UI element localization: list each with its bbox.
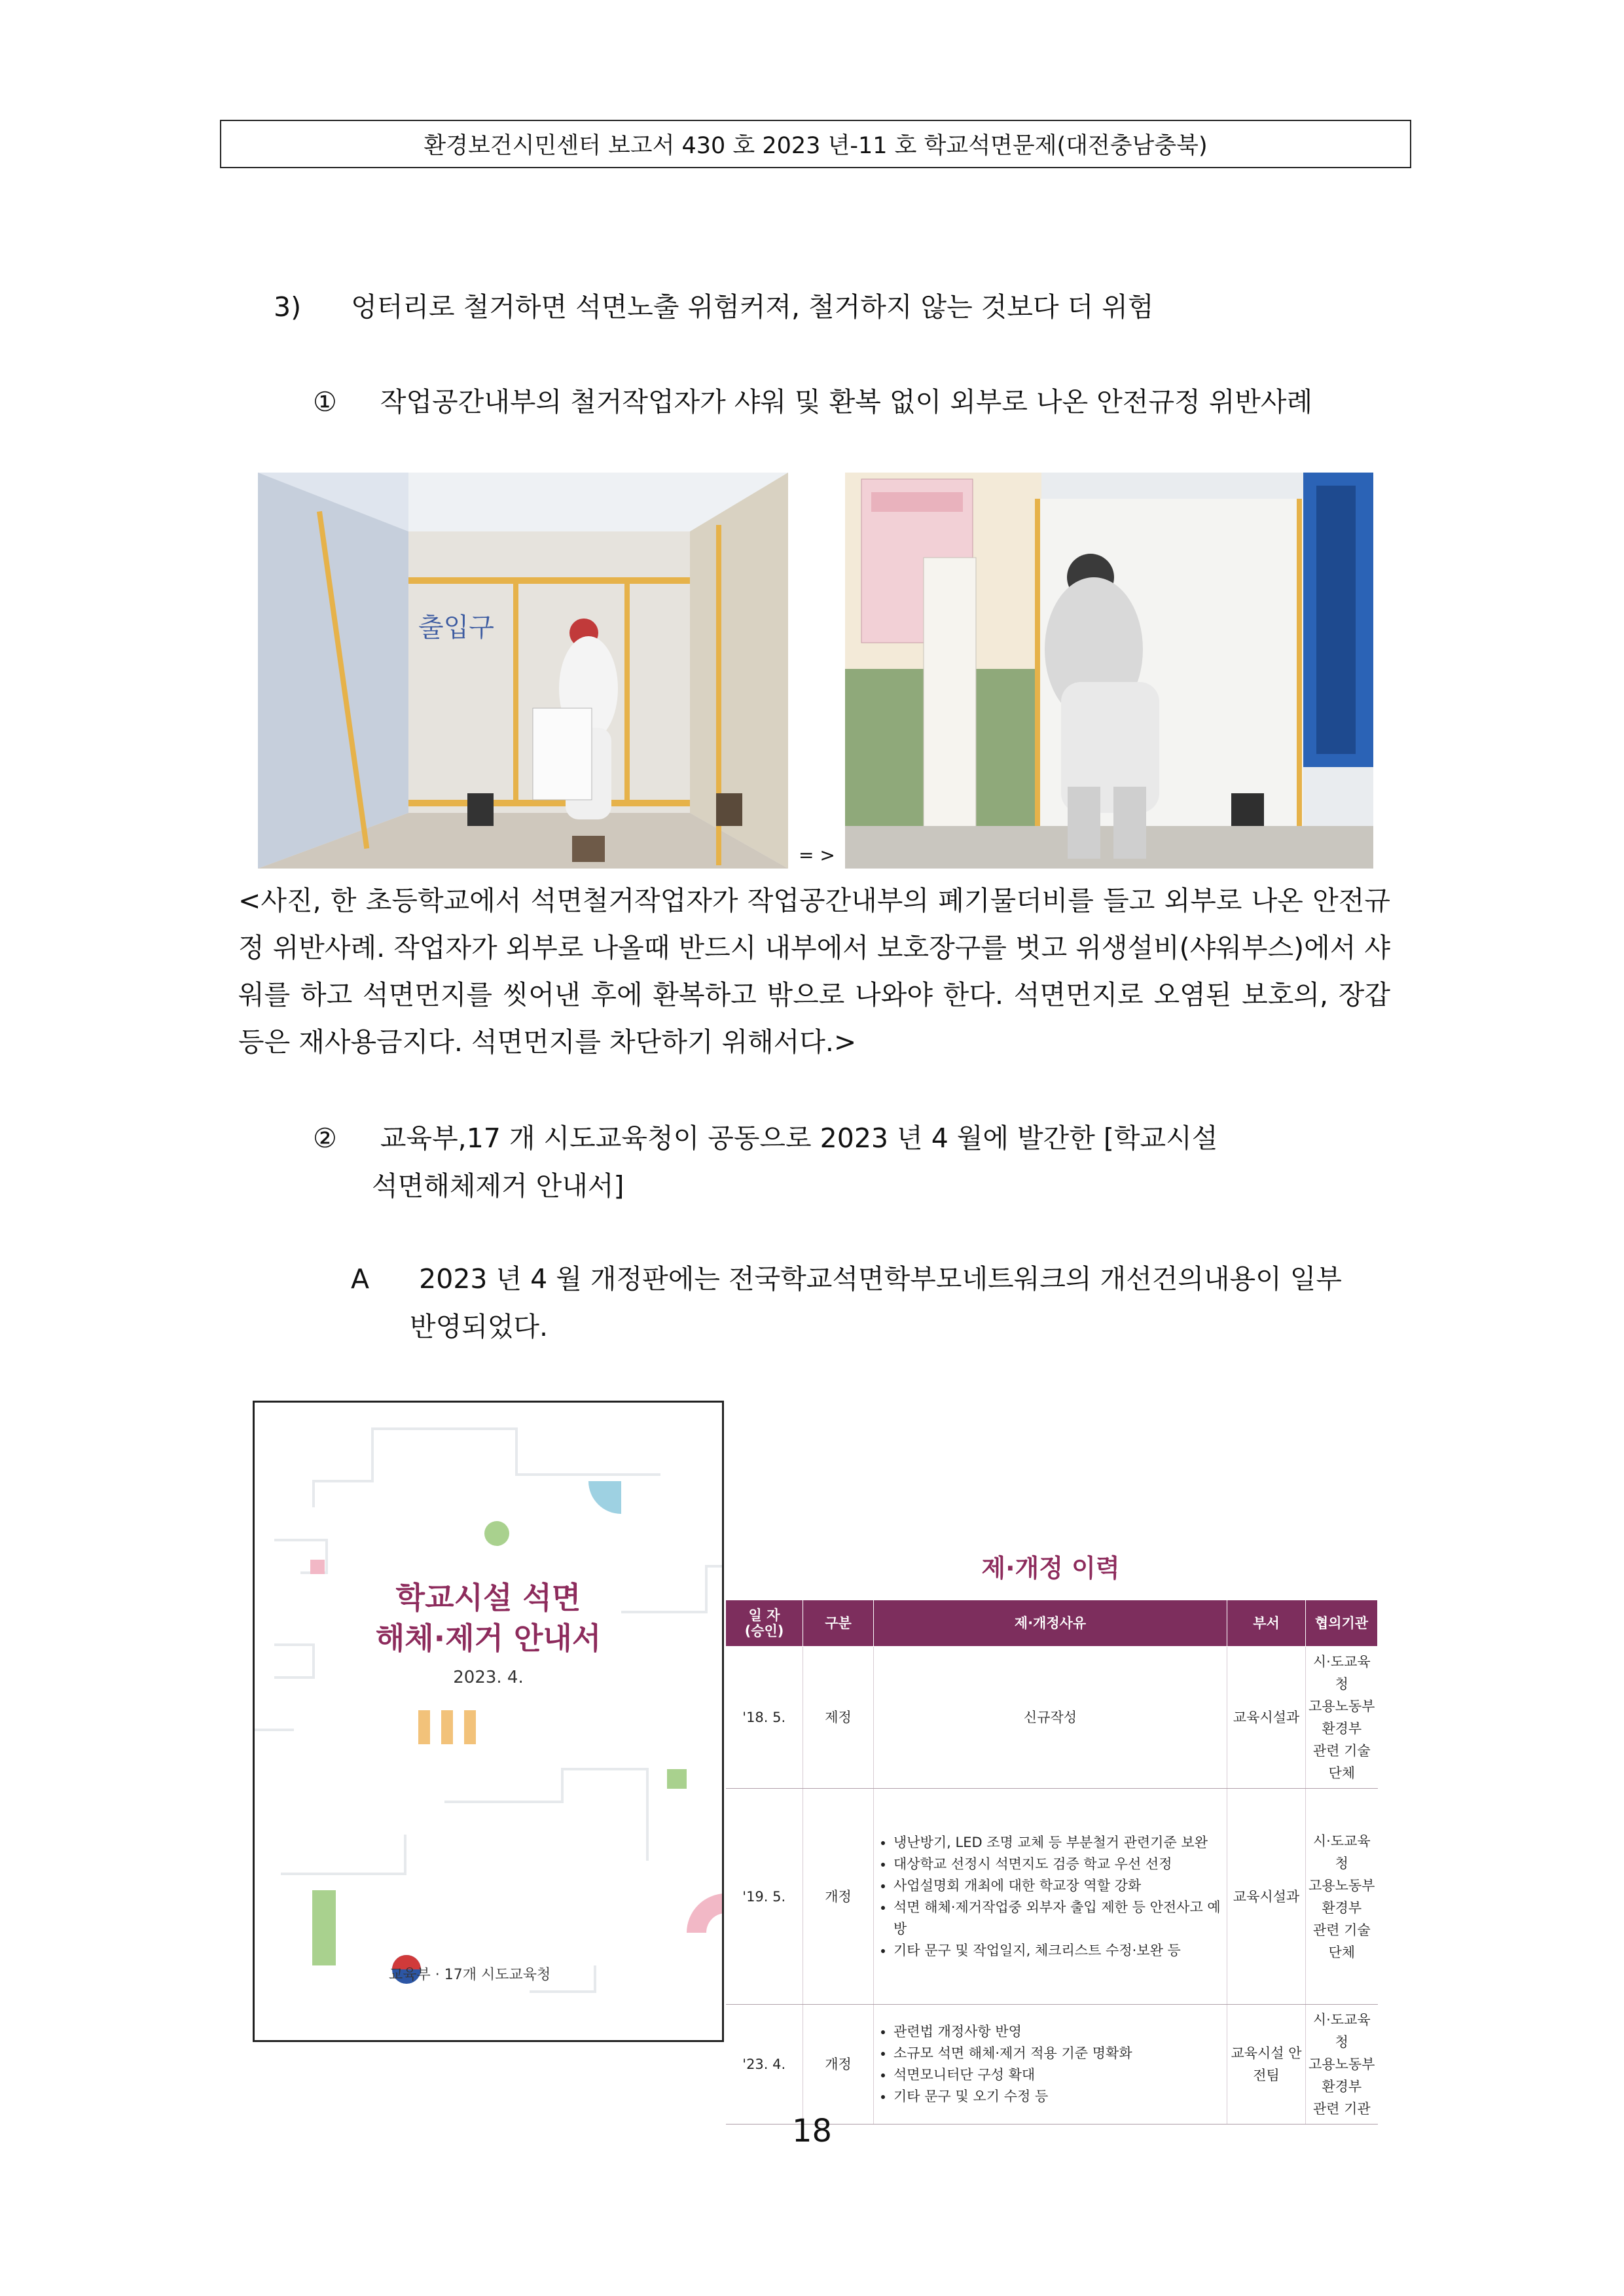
org-item: 관련 기관 xyxy=(1312,2101,1371,2117)
photo-caption: <사진, 한 초등학교에서 석면철거작업자가 작업공간내부의 폐기물더비를 들고 외부로 나온 안전규정 위반사례. 작업자가 외부로 나올때 반드시 내부에서 보호장구를 벗고 위생설비(샤워부스)에서 샤워를 하고 석면먼지를 씻어낸 후에 환복하고 밖으로 나와야 한다. 석면먼지로 오염된 보호의, 장갑 등은 재사용금지다. 석면먼지를 차단하기 위해서다.> xyxy=(238,885,1390,1058)
page-number: 18 xyxy=(791,2113,833,2149)
col-orgs: 협의기관 xyxy=(1306,1600,1378,1647)
cover-publisher: 교육부 · 17개 시도교육청 xyxy=(389,1967,551,1983)
org-item: 환경부 xyxy=(1322,1721,1362,1736)
photo-worker-exit-2 xyxy=(845,473,1373,869)
cover-title-line2: 해체·제거 안내서 xyxy=(375,1621,602,1656)
reason-item: • 석면 해체·제거작업중 외부자 출입 제한 등 안전사고 예방 xyxy=(893,1897,1224,1940)
reason-item: • 기타 문구 및 작업일지, 체크리스트 수정·보완 등 xyxy=(893,1940,1224,1962)
row-reason xyxy=(874,1647,1227,1789)
org-item: 환경부 xyxy=(1322,2079,1362,2094)
table-header-row xyxy=(726,1600,1378,1647)
guide-cover xyxy=(253,1401,724,2042)
section-number: 3) xyxy=(274,291,302,323)
org-item: 시·도교육청 xyxy=(1312,1833,1371,1871)
item-2-line1: 교육부,17 개 시도교육청이 공동으로 2023 년 4 월에 발간한 [학교시설 xyxy=(380,1122,1218,1154)
item-2-line2: 석면해체제거 안내서] xyxy=(372,1170,624,1202)
table-row xyxy=(726,1647,1378,1789)
row-orgs xyxy=(1306,1789,1378,2005)
entrance-sign: 출입구 xyxy=(418,613,494,643)
col-reason: 제·개정사유 xyxy=(874,1600,1227,1647)
reason-item: • 석면모니터단 구성 확대 xyxy=(893,2064,1224,2086)
item-a-line2: 반영되었다. xyxy=(410,1311,549,1342)
row-dept: 교육시설 안전팀 xyxy=(1227,2005,1306,2125)
photo-worker-exit-2-image xyxy=(845,473,1373,869)
org-item: 고용노동부 xyxy=(1308,1698,1375,1714)
item-a xyxy=(351,1263,1342,1295)
row-orgs xyxy=(1306,1647,1378,1789)
reason-item: • 냉난방기, LED 조명 교체 등 부분철거 관련기준 보완 xyxy=(893,1832,1224,1854)
row-type: 제정 xyxy=(803,1647,874,1789)
revision-history-table xyxy=(725,1600,1378,2125)
section-heading xyxy=(274,291,1153,323)
col-date: 일 자 (승인) xyxy=(726,1600,803,1647)
photo-worker-exit-1 xyxy=(258,473,788,869)
col-dept: 부서 xyxy=(1227,1600,1306,1647)
row-reason xyxy=(874,2005,1227,2125)
report-header-title: 환경보건시민센터 보고서 430 호 2023 년-11 호 학교석면문제(대전충남충북) xyxy=(424,133,1208,159)
org-item: 고용노동부 xyxy=(1308,2056,1375,2072)
reason-item: • 소규모 석면 해체·제거 적용 기준 명확화 xyxy=(893,2043,1224,2064)
row-orgs xyxy=(1306,2005,1378,2125)
item-1-text: 작업공간내부의 철거작업자가 샤워 및 환복 없이 외부로 나온 안전규정 위반사례 xyxy=(380,386,1313,418)
row-type: 개정 xyxy=(803,2005,874,2125)
col-type: 구분 xyxy=(803,1600,874,1647)
org-item: 관련 기술단체 xyxy=(1312,1922,1371,1960)
row-reason xyxy=(874,1789,1227,2005)
row-dept: 교육시설과 xyxy=(1227,1789,1306,2005)
table-row xyxy=(726,2005,1378,2125)
table-row xyxy=(726,1789,1378,2005)
item-2 xyxy=(313,1122,1218,1155)
row-date: '19. 5. xyxy=(726,1789,803,2005)
photo-worker-exit-1-image xyxy=(258,473,788,869)
org-item: 환경부 xyxy=(1322,1899,1362,1916)
org-item: 관련 기술단체 xyxy=(1312,1743,1371,1781)
arrow-label: = > xyxy=(799,844,835,866)
row-type: 개정 xyxy=(803,1789,874,2005)
reason-item: • 사업설명회 개최에 대한 학교장 역할 강화 xyxy=(893,1875,1224,1897)
item-1-marker: ① xyxy=(313,386,337,418)
org-item: 고용노동부 xyxy=(1308,1877,1375,1893)
org-item: 시·도교육청 xyxy=(1312,1654,1371,1692)
item-a-line1: 2023 년 4 월 개정판에는 전국학교석면학부모네트워크의 개선건의내용이 일부 xyxy=(419,1263,1342,1295)
cover-date: 2023. 4. xyxy=(453,1668,524,1687)
item-a-marker: A xyxy=(351,1263,370,1295)
reason-item: • 관련법 개정사항 반영 xyxy=(893,2021,1224,2043)
report-header xyxy=(220,120,1411,168)
item-1 xyxy=(313,386,1312,418)
row-dept: 교육시설과 xyxy=(1227,1647,1306,1789)
revision-history-title: 제·개정 이력 xyxy=(981,1554,1120,1583)
reason-item: • 기타 문구 및 오기 수정 등 xyxy=(893,2086,1224,2108)
reason-item: • 대상학교 선정시 석면지도 검증 학교 우선 선정 xyxy=(893,1854,1224,1875)
section-title: 엉터리로 철거하면 석면노출 위험커져, 철거하지 않는 것보다 더 위험 xyxy=(351,291,1154,323)
item-2-marker: ② xyxy=(313,1122,337,1154)
cover-title-line1: 학교시설 석면 xyxy=(395,1580,581,1615)
row-date: '18. 5. xyxy=(726,1647,803,1789)
org-item: 시·도교육청 xyxy=(1312,2012,1371,2050)
cover-decoration xyxy=(255,1403,722,2040)
reason-item: 신규작성 xyxy=(1023,1710,1077,1725)
row-date: '23. 4. xyxy=(726,2005,803,2125)
